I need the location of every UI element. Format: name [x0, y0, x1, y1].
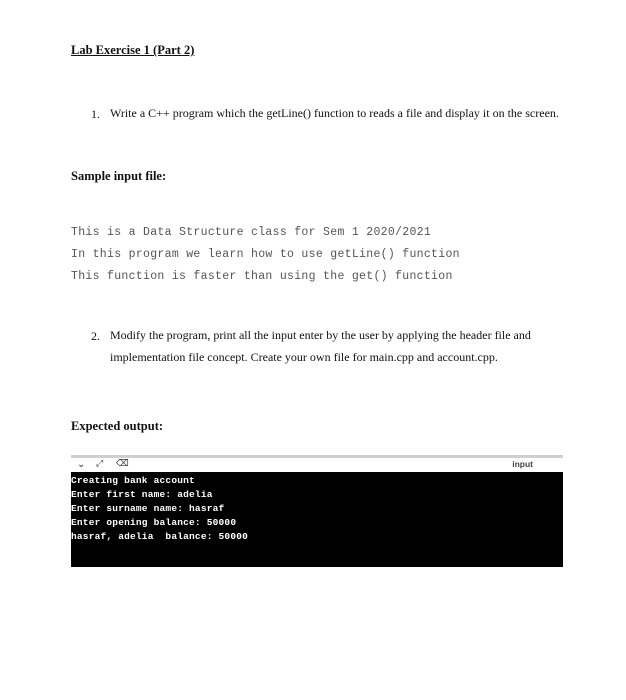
console-line: Enter surname name: hasraf [71, 503, 225, 514]
resize-icon[interactable]: ⤢ [96, 459, 104, 469]
sample-input-line: This function is faster than using the get() function [71, 270, 453, 283]
console-line: Creating bank account [71, 475, 195, 486]
question-2-number: 2. [91, 329, 100, 343]
page-title: Lab Exercise 1 (Part 2) [71, 43, 195, 57]
expected-output-heading: Expected output: [71, 419, 164, 433]
question-1-number: 1. [91, 107, 100, 121]
console-line: hasraf, adelia balance: 50000 [71, 531, 249, 542]
sample-input-line: This is a Data Structure class for Sem 1 2020/2021 [71, 226, 432, 239]
chevron-down-icon[interactable]: ⌄ [77, 459, 86, 470]
sample-input-code [71, 222, 460, 288]
console-line: Enter opening balance: 50000 [71, 517, 237, 528]
console-output [71, 472, 563, 567]
clear-icon[interactable]: ⌫ [116, 459, 129, 469]
sample-input-heading: Sample input file: [71, 169, 167, 183]
question-2-text: Modify the program, print all the input enter by the user by applying the header file and implementation file concept. Create your own file for main.cpp and account.cpp. [110, 328, 531, 364]
console-line: Enter first name: adelia [71, 489, 213, 500]
question-1-text: Write a C++ program which the getLine() function to reads a file and display it on the screen. [110, 106, 559, 120]
input-tab-label[interactable]: input [512, 459, 533, 469]
sample-input-line: In this program we learn how to use getLine() function [71, 248, 460, 261]
